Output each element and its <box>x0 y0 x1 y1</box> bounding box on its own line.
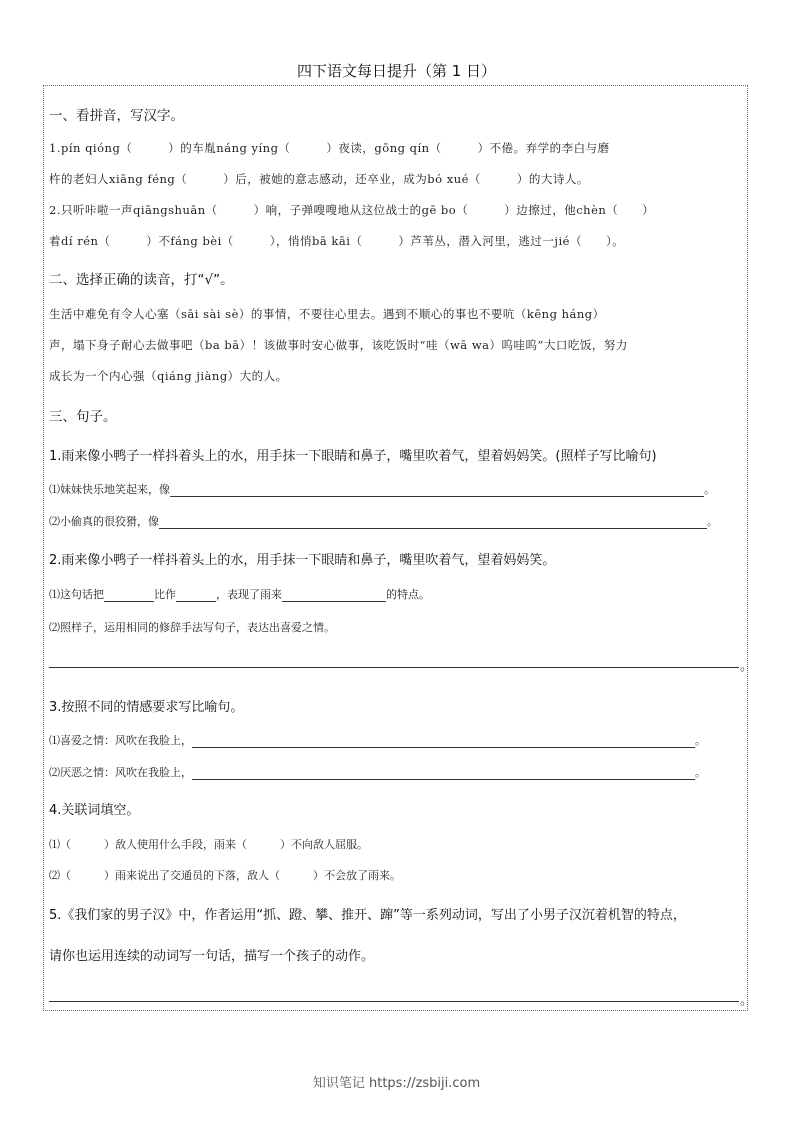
question-2a-prompt-1: ⑴这句话把 <box>49 588 104 601</box>
page-title: 四下语文每日提升（第 1 日） <box>296 62 497 80</box>
question-4a: ⑴（ ）敌人使用什么手段，雨来（ ）不向敌人屈服。 <box>49 838 368 851</box>
section-2-line-1: 生活中难免有令人心塞（sāi sài sè）的事情，不要往心里去。遇到不顺心的事也不要吭（kēng háng） <box>49 307 605 321</box>
question-4b: ⑵（ ）雨来说出了交通员的下落，敌人（ ）不会放了雨来。 <box>49 869 401 882</box>
answer-line-1b[interactable] <box>159 516 707 529</box>
section-1-line-2: 杵的老妇人xiāng féng（ ）后，被她的意志感动，还卒业，成为bó xué（ ）的大诗人。 <box>49 172 589 186</box>
period-mark: 。 <box>695 734 706 747</box>
question-2a-prompt-3: ，表现了雨来 <box>216 588 282 601</box>
question-3b-prompt: ⑵厌恶之情：风吹在我脸上， <box>49 766 192 779</box>
question-1b-row <box>49 513 718 529</box>
answer-blank-2a-1[interactable] <box>104 589 154 602</box>
question-4: 4.关联词填空。 <box>49 803 140 818</box>
question-1: 1.雨来像小鸭子一样抖着头上的水，用手抹一下眼睛和鼻子，嘴里吹着气，望着妈妈笑。(照样子写比喻句) <box>49 449 657 464</box>
question-1a-row <box>49 481 715 497</box>
question-3b-row <box>49 764 706 780</box>
period-mark: 。 <box>740 993 754 1008</box>
answer-line-3a[interactable] <box>192 735 695 748</box>
section-1-heading: 一、看拼音，写汉字。 <box>49 108 184 124</box>
question-3: 3.按照不同的情感要求写比喻句。 <box>49 700 244 715</box>
question-3a-prompt: ⑴喜爱之情：风吹在我脸上， <box>49 734 192 747</box>
question-3a-row <box>49 732 706 748</box>
section-1-line-1: 1.pín qióng（ ）的车胤náng yíng（ ）夜读，gōng qín（ ）不倦。弃学的李白与磨 <box>49 141 610 155</box>
question-2: 2.雨来像小鸭子一样抖着头上的水，用手抹一下眼睛和鼻子，嘴里吹着气，望着妈妈笑。 <box>49 553 556 568</box>
question-2b-prompt: ⑵照样子，运用相同的修辞手法写句子，表达出喜爱之情。 <box>49 621 335 634</box>
section-1-line-3: 2.只听咔啦一声qiāngshuān（ ）响，子弹嗖嗖地从这位战士的gē bo（ ）边擦过，他chèn（ ） <box>49 203 655 217</box>
section-3-heading: 三、句子。 <box>49 409 117 425</box>
question-5-line-2: 请你也运用连续的动词写一句话，描写一个孩子的动作。 <box>49 949 375 964</box>
answer-line-1a[interactable] <box>170 484 704 497</box>
period-mark: 。 <box>740 659 754 674</box>
question-2a-row <box>49 586 430 602</box>
period-mark: 。 <box>704 483 715 496</box>
footer-watermark: 知识笔记 https://zsbiji.com <box>312 1076 481 1091</box>
section-1-line-4: 着dí rén（ ）不fáng bèi（ ），悄悄bā kāi（ ）芦苇丛，潜入河里，逃过一jié（ ）。 <box>49 234 625 248</box>
question-2a-prompt-4: 的特点。 <box>386 588 430 601</box>
question-1a-prompt: ⑴妹妹快乐地笑起来，像 <box>49 483 170 496</box>
section-2-heading: 二、选择正确的读音，打“√”。 <box>49 272 234 288</box>
section-2-line-3: 成长为一个内心强（qiáng jiàng）大的人。 <box>49 369 288 383</box>
answer-blank-2a-2[interactable] <box>176 589 216 602</box>
question-5-line-1: 5.《我们家的男子汉》中，作者运用“抓、蹬、攀、推开、蹿”等一系列动词，写出了小男子汉沉着机智的特点， <box>49 908 686 923</box>
answer-line-2b[interactable] <box>49 667 739 668</box>
answer-line-3b[interactable] <box>192 767 695 780</box>
answer-line-5[interactable] <box>49 1001 739 1002</box>
question-1b-prompt: ⑵小偷真的很狡猾，像 <box>49 515 159 528</box>
period-mark: 。 <box>695 766 706 779</box>
period-mark: 。 <box>707 515 718 528</box>
question-2a-prompt-2: 比作 <box>154 588 176 601</box>
section-2-line-2: 声，塌下身子耐心去做事吧（ba bā）！该做事时安心做事，该吃饭时“哇（wā wa）呜哇呜”大口吃饭，努力 <box>49 338 628 352</box>
answer-blank-2a-3[interactable] <box>282 589 386 602</box>
